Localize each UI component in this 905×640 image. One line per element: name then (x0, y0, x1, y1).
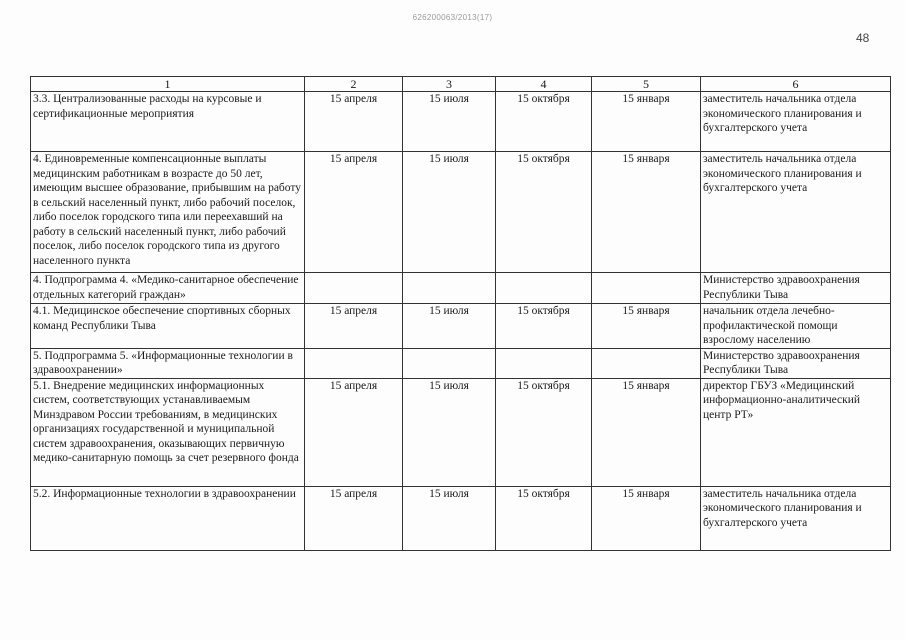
row-deadline-q2: 15 июля (403, 304, 496, 349)
row-deadline-q2: 15 июля (403, 92, 496, 152)
row-responsible: начальник отдела лечебно-профилактической помощи взрослому населению (701, 304, 891, 349)
row-deadline-q3: 15 октября (496, 378, 592, 486)
column-header-3: 3 (403, 77, 496, 92)
row-deadline-q3: 15 октября (496, 152, 592, 273)
row-deadline-q1 (305, 273, 403, 304)
row-responsible: заместитель начальника отдела экономического планирования и бухгалтерского учета (701, 152, 891, 273)
table-row (31, 486, 891, 550)
row-deadline-q4: 15 января (592, 304, 701, 349)
table-row (31, 152, 891, 273)
row-responsible: директор ГБУЗ «Медицинский информационно-аналитический центр РТ» (701, 378, 891, 486)
row-deadline-q3 (496, 348, 592, 378)
row-task: 4.1. Медицинское обеспечение спортивных сборных команд Республики Тыва (31, 304, 305, 349)
table-row (31, 273, 891, 304)
schedule-table (30, 76, 891, 551)
row-deadline-q4: 15 января (592, 378, 701, 486)
row-deadline-q1: 15 апреля (305, 152, 403, 273)
row-deadline-q1: 15 апреля (305, 378, 403, 486)
row-responsible: заместитель начальника отдела экономического планирования и бухгалтерского учета (701, 486, 891, 550)
row-deadline-q1: 15 апреля (305, 486, 403, 550)
row-task: 4. Единовременные компенсационные выплаты медицинским работникам в возрасте до 50 лет, имеющим высшее образование, прибывшим на работу в сельский населенный пункт, либо рабочий поселок, либо поселок городского типа или переехавший на работу в сельский населенный пункт, либо рабочий поселок, либо поселок городского типа из другого населенного пункта (31, 152, 305, 273)
table-row (31, 348, 891, 378)
row-deadline-q2 (403, 273, 496, 304)
row-task: 5.2. Информационные технологии в здравоохранении (31, 486, 305, 550)
page-number: 48 (856, 31, 870, 45)
row-deadline-q2 (403, 348, 496, 378)
table-row (31, 378, 891, 486)
table-row (31, 92, 891, 152)
row-deadline-q1 (305, 348, 403, 378)
row-deadline-q3: 15 октября (496, 92, 592, 152)
document-code: 626200063/2013(17) (412, 13, 493, 22)
row-deadline-q3: 15 октября (496, 304, 592, 349)
row-deadline-q4: 15 января (592, 92, 701, 152)
column-header-2: 2 (305, 77, 403, 92)
row-deadline-q4: 15 января (592, 152, 701, 273)
row-responsible: заместитель начальника отдела экономического планирования и бухгалтерского учета (701, 92, 891, 152)
row-deadline-q2: 15 июля (403, 486, 496, 550)
table-row (31, 304, 891, 349)
column-header-5: 5 (592, 77, 701, 92)
row-task: 4. Подпрограмма 4. «Медико-санитарное обеспечение отдельных категорий граждан» (31, 273, 305, 304)
row-deadline-q3 (496, 273, 592, 304)
column-header-6: 6 (701, 77, 891, 92)
row-task: 3.3. Централизованные расходы на курсовые и сертификационные мероприятия (31, 92, 305, 152)
row-deadline-q1: 15 апреля (305, 92, 403, 152)
row-deadline-q4 (592, 273, 701, 304)
row-task: 5. Подпрограмма 5. «Информационные технологии в здравоохранении» (31, 348, 305, 378)
column-header-4: 4 (496, 77, 592, 92)
row-deadline-q4 (592, 348, 701, 378)
row-task: 5.1. Внедрение медицинских информационных систем, соответствующих устанавливаемым Минздравом России требованиям, в медицинских организациях государственной и муниципальной систем здравоохранения, оказывающих первичную медико-санитарную помощь за счет резервного фонда (31, 378, 305, 486)
row-responsible: Министерство здравоохранения Республики Тыва (701, 273, 891, 304)
row-deadline-q2: 15 июля (403, 152, 496, 273)
column-header-1: 1 (31, 77, 305, 92)
row-deadline-q3: 15 октября (496, 486, 592, 550)
row-deadline-q4: 15 января (592, 486, 701, 550)
table-header-row (31, 77, 891, 92)
row-responsible: Министерство здравоохранения Республики Тыва (701, 348, 891, 378)
row-deadline-q2: 15 июля (403, 378, 496, 486)
row-deadline-q1: 15 апреля (305, 304, 403, 349)
